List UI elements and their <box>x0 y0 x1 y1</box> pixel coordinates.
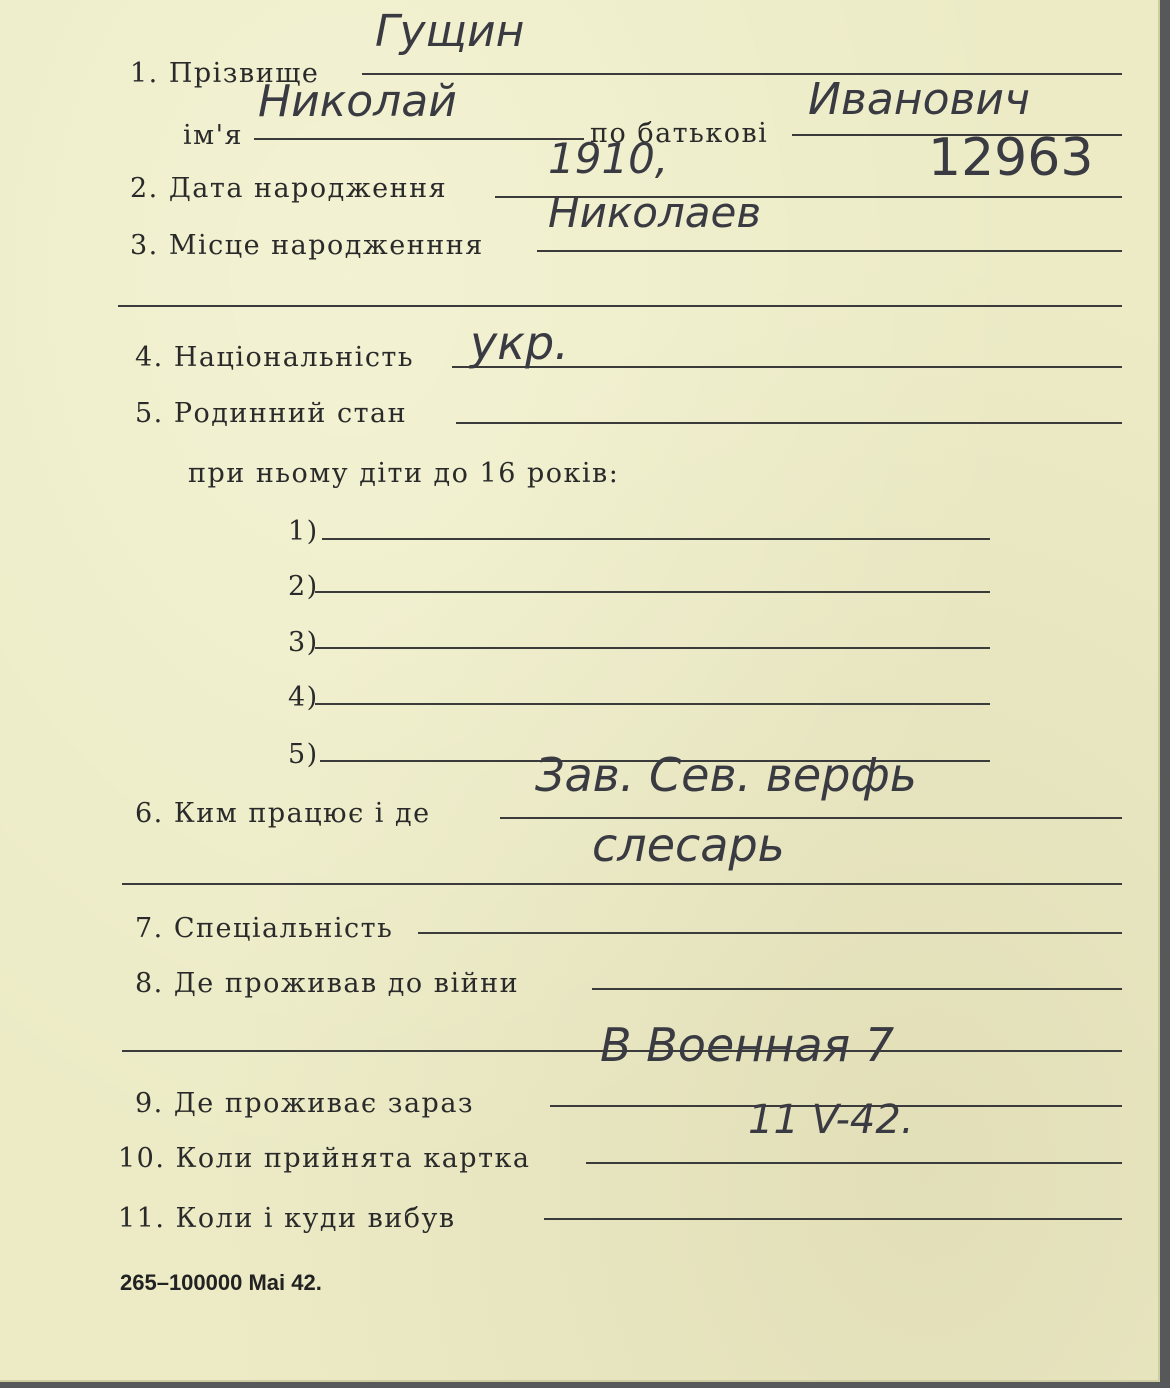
handwritten-card-number: 12963 <box>928 128 1094 188</box>
field-label-workplace: 6. Ким працює і де <box>135 798 431 829</box>
field-label-nationality: 4. Національність <box>135 342 415 373</box>
field-label-marital-status: 5. Родинний стан <box>135 398 408 429</box>
field-label-birth-date: 2. Дата народження <box>130 173 448 204</box>
handwritten-birth-date: 1910, <box>548 134 669 183</box>
field-line-departed <box>544 1218 1122 1220</box>
child-line-2 <box>315 591 990 593</box>
print-code: 265–100000 Mai 42. <box>120 1270 322 1295</box>
child-line-1 <box>322 538 990 540</box>
handwritten-patronymic: Иванович <box>808 74 1031 125</box>
field-line-prewar-residence <box>592 988 1122 990</box>
child-label-4: 4) <box>288 682 319 713</box>
field-line-birth-place <box>537 250 1122 252</box>
child-label-2: 2) <box>288 571 319 602</box>
handwritten-workplace: Зав. Сев. верфь <box>535 748 917 802</box>
field-line-specialty <box>418 932 1122 934</box>
field-line-marital-status <box>456 422 1122 424</box>
child-label-1: 1) <box>288 516 319 547</box>
field-line-card-accepted <box>586 1162 1122 1164</box>
child-label-3: 3) <box>288 627 319 658</box>
handwritten-first-name: Николай <box>258 76 457 127</box>
field-label-first-name: ім'я <box>183 120 244 151</box>
field-label-specialty: 7. Спеціальність <box>135 913 394 944</box>
child-label-5: 5) <box>288 739 319 770</box>
field-label-surname: 1. Прізвище <box>130 58 320 89</box>
field-label-card-accepted: 10. Коли прийнята картка <box>118 1143 531 1174</box>
handwritten-card-accepted: 11 V-42. <box>748 1097 914 1143</box>
field-label-current-residence: 9. Де проживає зараз <box>135 1088 475 1119</box>
handwritten-workplace-line-2: слесарь <box>592 818 785 872</box>
handwritten-nationality: укр. <box>470 316 569 370</box>
field-line-workplace-continued <box>122 883 1122 885</box>
field-label-departed: 11. Коли і куди вибув <box>118 1203 456 1234</box>
child-line-3 <box>315 647 990 649</box>
child-line-4 <box>315 703 990 705</box>
handwritten-current-residence: В Военная 7 <box>600 1018 895 1072</box>
field-label-prewar-residence: 8. Де проживав до війни <box>135 968 520 999</box>
field-line-birth-place-continued <box>118 305 1122 307</box>
field-label-birth-place: 3. Місце народженння <box>130 230 484 261</box>
handwritten-birth-place: Николаев <box>548 188 762 237</box>
field-line-first-name <box>254 138 584 140</box>
handwritten-surname: Гущин <box>375 6 525 57</box>
field-label-patronymic: по батькові <box>590 118 769 149</box>
children-heading: при ньому діти до 16 років: <box>188 458 620 489</box>
